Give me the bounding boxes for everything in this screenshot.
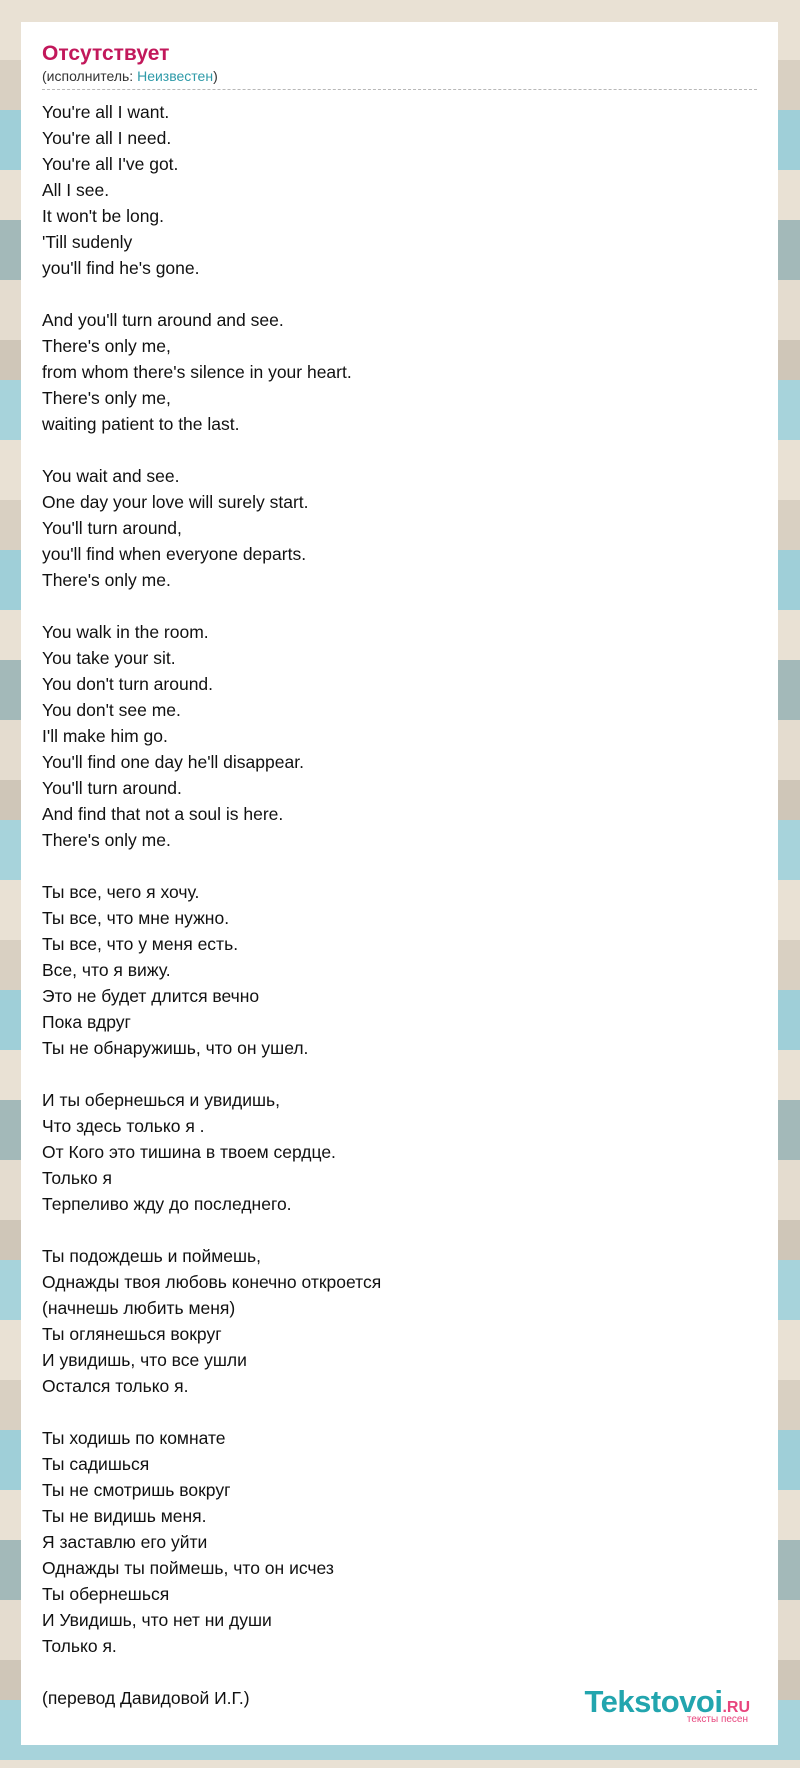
lyric-line: And find that not a soul is here.: [42, 804, 284, 824]
lyric-line: You'll turn around,: [42, 518, 182, 538]
lyric-line: you'll find he's gone.: [42, 258, 200, 278]
lyric-line: И ты обернешься и увидишь,: [42, 1090, 281, 1110]
lyric-line: 'Till sudenly: [42, 232, 133, 252]
artist-suffix: ): [213, 68, 218, 84]
logo-tagline: тексты песен: [686, 1714, 748, 1725]
lyric-line: You'll find one day he'll disappear.: [42, 752, 304, 772]
lyric-line: Ты подождешь и поймешь,: [42, 1246, 262, 1266]
artist-line: [42, 67, 757, 90]
lyric-line: Терпеливо жду до последнего.: [42, 1194, 292, 1214]
lyric-line: You're all I want.: [42, 102, 170, 122]
lyric-line: Ты не обнаружишь, что он ушел.: [42, 1038, 309, 1058]
lyric-line: Что здесь только я .: [42, 1116, 205, 1136]
lyric-line: Ты не видишь меня.: [42, 1506, 207, 1526]
lyrics-body: [42, 99, 757, 1711]
lyric-line: Только я.: [42, 1636, 117, 1656]
lyric-line: you'll find when everyone departs.: [42, 544, 307, 564]
lyric-line: You take your sit.: [42, 648, 176, 668]
lyric-line: Ты не смотришь вокруг: [42, 1480, 231, 1500]
lyric-line: You're all I need.: [42, 128, 172, 148]
lyric-line: One day your love will surely start.: [42, 492, 309, 512]
song-title: Отсутствует: [42, 42, 170, 65]
lyric-line: Пока вдруг: [42, 1012, 131, 1032]
lyrics-stanza: [42, 1425, 757, 1659]
lyric-line: (начнешь любить меня): [42, 1298, 236, 1318]
lyric-line: Это не будет длится вечно: [42, 986, 260, 1006]
lyric-line: All I see.: [42, 180, 110, 200]
lyric-line: from whom there's silence in your heart.: [42, 362, 352, 382]
lyrics-stanza: [42, 463, 757, 593]
lyric-line: It won't be long.: [42, 206, 165, 226]
lyric-line: I'll make him go.: [42, 726, 168, 746]
lyric-line: And you'll turn around and see.: [42, 310, 284, 330]
lyric-line: There's only me,: [42, 336, 171, 356]
lyric-line: There's only me.: [42, 570, 171, 590]
lyrics-stanza: [42, 879, 757, 1061]
lyric-line: Ты ходишь по комнате: [42, 1428, 226, 1448]
lyrics-stanza: [42, 307, 757, 437]
lyric-line: Все, что я вижу.: [42, 960, 171, 980]
lyric-line: waiting patient to the last.: [42, 414, 240, 434]
lyric-line: Однажды ты поймешь, что он исчез: [42, 1558, 334, 1578]
lyric-line: You walk in the room.: [42, 622, 209, 642]
lyric-line: Только я: [42, 1168, 112, 1188]
lyrics-stanza: [42, 1087, 757, 1217]
lyric-line: Ты оглянешься вокруг: [42, 1324, 222, 1344]
lyric-line: От Кого это тишина в твоем сердце.: [42, 1142, 336, 1162]
lyric-line: You're all I've got.: [42, 154, 179, 174]
lyric-line: И Увидишь, что нет ни души: [42, 1610, 272, 1630]
site-logo[interactable]: [585, 1686, 750, 1725]
logo-tld: .RU: [722, 1699, 750, 1716]
lyric-line: Ты обернешься: [42, 1584, 170, 1604]
lyric-line: You don't turn around.: [42, 674, 214, 694]
lyric-line: Ты все, чего я хочу.: [42, 882, 200, 902]
lyric-line: You wait and see.: [42, 466, 180, 486]
lyrics-stanza: [42, 1243, 757, 1399]
lyric-line: There's only me,: [42, 388, 171, 408]
lyric-line: (перевод Давидовой И.Г.): [42, 1688, 250, 1708]
lyric-line: Однажды твоя любовь конечно откроется: [42, 1272, 382, 1292]
lyric-line: There's only me.: [42, 830, 171, 850]
lyric-line: Ты все, что мне нужно.: [42, 908, 230, 928]
lyrics-stanza: [42, 619, 757, 853]
logo-text: Tekstovoi: [584, 1684, 723, 1719]
artist-prefix: (исполнитель:: [42, 68, 138, 84]
lyric-line: Я заставлю его уйти: [42, 1532, 208, 1552]
lyric-line: You'll turn around.: [42, 778, 182, 798]
lyrics-stanza: [42, 99, 757, 281]
artist-link[interactable]: Неизвестен: [137, 68, 214, 84]
lyric-line: Ты все, что у меня есть.: [42, 934, 239, 954]
lyric-line: You don't see me.: [42, 700, 181, 720]
lyric-line: Ты садишься: [42, 1454, 150, 1474]
lyric-line: Остался только я.: [42, 1376, 189, 1396]
lyric-line: И увидишь, что все ушли: [42, 1350, 247, 1370]
lyrics-card: [21, 22, 778, 1745]
